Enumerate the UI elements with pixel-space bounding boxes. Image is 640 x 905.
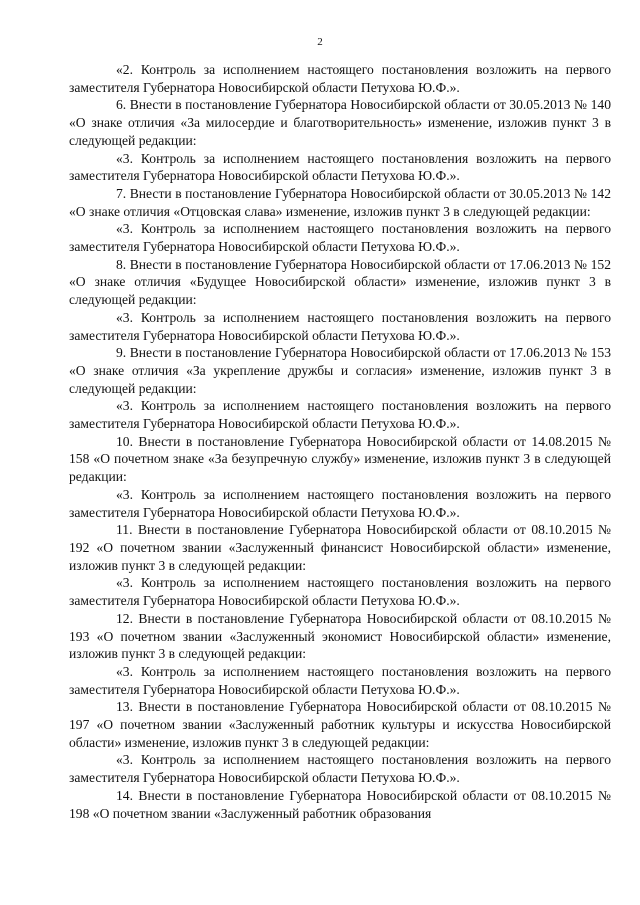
paragraph: 11. Внести в постановление Губернатора Новосибирской области от 08.10.2015 № 192 «О почетном звании «Заслуженный финансист Новосибирской области» изменение, изложив пункт 3 в следующей редакции:	[69, 522, 611, 573]
paragraph: 9. Внести в постановление Губернатора Новосибирской области от 17.06.2013 № 153 «О знаке отличия «За укрепление дружбы и согласия» изменение, изложив пункт 3 в следующей редакции:	[69, 345, 611, 396]
paragraph: «3. Контроль за исполнением настоящего постановления возложить на первого заместителя Губернатора Новосибирской области Петухова Ю.Ф.».	[69, 752, 611, 786]
paragraph: 14. Внести в постановление Губернатора Новосибирской области от 08.10.2015 № 198 «О почетном звании «Заслуженный работник образования	[69, 787, 611, 821]
paragraph: 7. Внести в постановление Губернатора Новосибирской области от 30.05.2013 № 142 «О знаке отличия «Отцовская слава» изменение, изложив пункт 3 в следующей редакции:	[69, 185, 611, 219]
paragraph: «3. Контроль за исполнением настоящего постановления возложить на первого заместителя Губернатора Новосибирской области Петухова Ю.Ф.».	[69, 486, 611, 520]
paragraph: «3. Контроль за исполнением настоящего постановления возложить на первого заместителя Губернатора Новосибирской области Петухова Ю.Ф.».	[69, 221, 611, 255]
paragraph: 13. Внести в постановление Губернатора Новосибирской области от 08.10.2015 № 197 «О почетном звании «Заслуженный работник культуры и искусства Новосибирской области» изменение, изложив пункт 3 в следующей редакции:	[69, 699, 611, 750]
paragraph: «3. Контроль за исполнением настоящего постановления возложить на первого заместителя Губернатора Новосибирской области Петухова Ю.Ф.».	[69, 309, 611, 343]
paragraph: 10. Внести в постановление Губернатора Новосибирской области от 14.08.2015 № 158 «О почетном знаке «За безупречную службу» изменение, изложив пункт 3 в следующей редакции:	[69, 433, 611, 485]
paragraph: «2. Контроль за исполнением настоящего постановления возложить на первого заместителя Губернатора Новосибирской области Петухова Ю.Ф.».	[69, 62, 611, 95]
paragraph: 12. Внести в постановление Губернатора Новосибирской области от 08.10.2015 № 193 «О почетном звании «Заслуженный экономист Новосибирской области» изменение, изложив пункт 3 в следующей редакции:	[69, 610, 611, 662]
paragraph: «3. Контроль за исполнением настоящего постановления возложить на первого заместителя Губернатора Новосибирской области Петухова Ю.Ф.».	[69, 150, 611, 184]
paragraph: «3. Контроль за исполнением настоящего постановления возложить на первого заместителя Губернатора Новосибирской области Петухова Ю.Ф.».	[69, 575, 611, 609]
paragraph: «3. Контроль за исполнением настоящего постановления возложить на первого заместителя Губернатора Новосибирской области Петухова Ю.Ф.».	[69, 663, 611, 697]
paragraph: «3. Контроль за исполнением настоящего постановления возложить на первого заместителя Губернатора Новосибирской области Петухова Ю.Ф.».	[69, 398, 611, 432]
paragraph: 8. Внести в постановление Губернатора Новосибирской области от 17.06.2013 № 152 «О знаке отличия «Будущее Новосибирской области» изменение, изложив пункт 3 в следующей редакции:	[69, 256, 611, 308]
page-number: 2	[317, 36, 323, 48]
document-body	[69, 61, 611, 822]
paragraph: 6. Внести в постановление Губернатора Новосибирской области от 30.05.2013 № 140 «О знаке отличия «За милосердие и благотворительность» изменение, изложив пункт 3 в следующей редакции:	[69, 97, 611, 148]
